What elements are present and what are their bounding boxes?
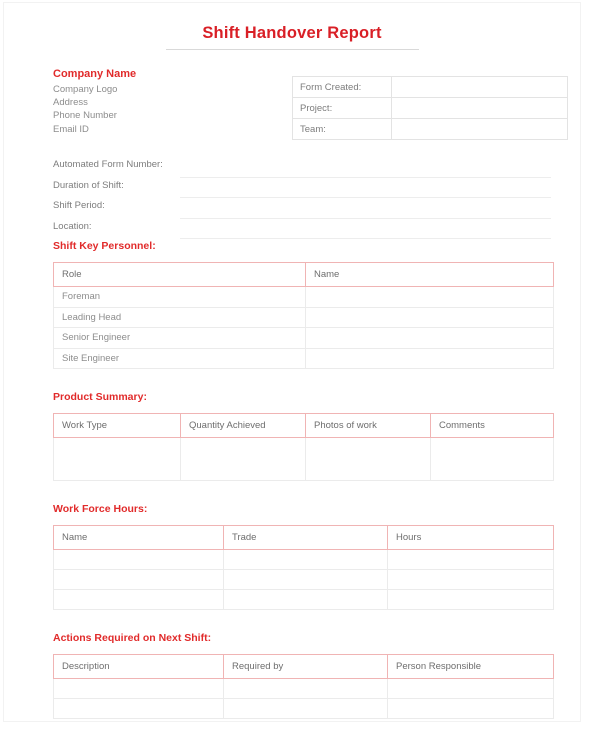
section-actions-required (4, 631, 580, 719)
field-label-duration-of-shift: Duration of Shift: (53, 179, 124, 191)
cell-role-foreman: Foreman (54, 287, 306, 308)
company-address: Address (53, 97, 88, 109)
column-header-photos-of-work: Photos of work (306, 414, 431, 438)
section-shift-key-personnel (4, 239, 580, 369)
cell-required-by[interactable] (224, 699, 388, 719)
meta-label-form-created: Form Created: (293, 77, 392, 98)
cell-role-senior-engineer: Senior Engineer (54, 328, 306, 349)
title-divider (166, 49, 419, 50)
cell-wf-name[interactable] (54, 550, 224, 570)
table-row (54, 550, 554, 570)
cell-name-site-engineer[interactable] (306, 348, 554, 369)
cell-wf-hours[interactable] (388, 590, 554, 610)
table-work-force-hours (53, 525, 554, 610)
column-header-person-responsible: Person Responsible (388, 655, 554, 679)
meta-value-team[interactable] (392, 119, 568, 140)
document-page (3, 2, 581, 722)
company-email-id: Email ID (53, 123, 89, 135)
meta-label-project: Project: (293, 98, 392, 119)
field-row-duration-of-shift (53, 178, 580, 199)
title-block (4, 3, 580, 50)
column-header-required-by: Required by (224, 655, 388, 679)
table-row (293, 98, 568, 119)
table-row (54, 287, 554, 308)
company-block (53, 67, 273, 136)
company-name: Company Name (53, 68, 137, 80)
table-row (54, 328, 554, 349)
cell-description[interactable] (54, 699, 224, 719)
section-title-work-force-hours: Work Force Hours: (53, 503, 148, 515)
form-meta-table (292, 76, 568, 140)
cell-name-senior-engineer[interactable] (306, 328, 554, 349)
column-header-quantity-achieved: Quantity Achieved (181, 414, 306, 438)
field-input-location[interactable] (180, 238, 551, 239)
table-row (54, 590, 554, 610)
table-row (54, 570, 554, 590)
table-row (293, 77, 568, 98)
meta-value-project[interactable] (392, 98, 568, 119)
column-header-role: Role (54, 263, 306, 287)
column-header-description: Description (54, 655, 224, 679)
cell-person-responsible[interactable] (388, 699, 554, 719)
table-row (54, 438, 554, 481)
table-row (293, 119, 568, 140)
header-zone (4, 67, 580, 145)
section-product-summary (4, 390, 580, 481)
cell-role-leading-head: Leading Head (54, 307, 306, 328)
cell-person-responsible[interactable] (388, 679, 554, 699)
field-row-location (53, 219, 580, 240)
field-row-automated-form-number (53, 157, 580, 178)
cell-wf-hours[interactable] (388, 550, 554, 570)
cell-comments[interactable] (431, 438, 554, 481)
table-shift-key-personnel (53, 262, 554, 369)
cell-description[interactable] (54, 679, 224, 699)
section-title-shift-key-personnel: Shift Key Personnel: (53, 240, 156, 252)
meta-value-form-created[interactable] (392, 77, 568, 98)
section-title-product-summary: Product Summary: (53, 391, 147, 403)
cell-wf-trade[interactable] (224, 570, 388, 590)
cell-role-site-engineer: Site Engineer (54, 348, 306, 369)
spacer (4, 610, 580, 631)
column-header-comments: Comments (431, 414, 554, 438)
company-logo-label: Company Logo (53, 84, 118, 95)
cell-work-type[interactable] (54, 438, 181, 481)
page-title: Shift Handover Report (202, 24, 382, 42)
field-label-location: Location: (53, 220, 92, 232)
shift-detail-fields (4, 157, 580, 239)
meta-label-team: Team: (293, 119, 392, 140)
table-product-summary (53, 413, 554, 481)
table-row (54, 348, 554, 369)
table-header-row (54, 526, 554, 550)
spacer (4, 481, 580, 502)
table-row (54, 699, 554, 719)
field-row-shift-period (53, 198, 580, 219)
cell-wf-hours[interactable] (388, 570, 554, 590)
section-work-force-hours (4, 502, 580, 610)
column-header-wf-hours: Hours (388, 526, 554, 550)
company-phone-number: Phone Number (53, 110, 117, 122)
table-actions-required (53, 654, 554, 719)
table-header-row (54, 655, 554, 679)
column-header-wf-name: Name (54, 526, 224, 550)
cell-required-by[interactable] (224, 679, 388, 699)
cell-wf-trade[interactable] (224, 550, 388, 570)
field-label-shift-period: Shift Period: (53, 200, 105, 211)
table-row (54, 307, 554, 328)
cell-name-foreman[interactable] (306, 287, 554, 308)
table-row (54, 679, 554, 699)
column-header-wf-trade: Trade (224, 526, 388, 550)
cell-wf-name[interactable] (54, 570, 224, 590)
cell-photos-of-work[interactable] (306, 438, 431, 481)
table-header-row (54, 414, 554, 438)
field-label-automated-form-number: Automated Form Number: (53, 159, 163, 170)
spacer (4, 369, 580, 390)
cell-quantity-achieved[interactable] (181, 438, 306, 481)
cell-wf-name[interactable] (54, 590, 224, 610)
table-header-row (54, 263, 554, 287)
cell-name-leading-head[interactable] (306, 307, 554, 328)
column-header-name: Name (306, 263, 554, 287)
section-title-actions-required: Actions Required on Next Shift: (53, 632, 212, 644)
cell-wf-trade[interactable] (224, 590, 388, 610)
column-header-work-type: Work Type (54, 414, 181, 438)
